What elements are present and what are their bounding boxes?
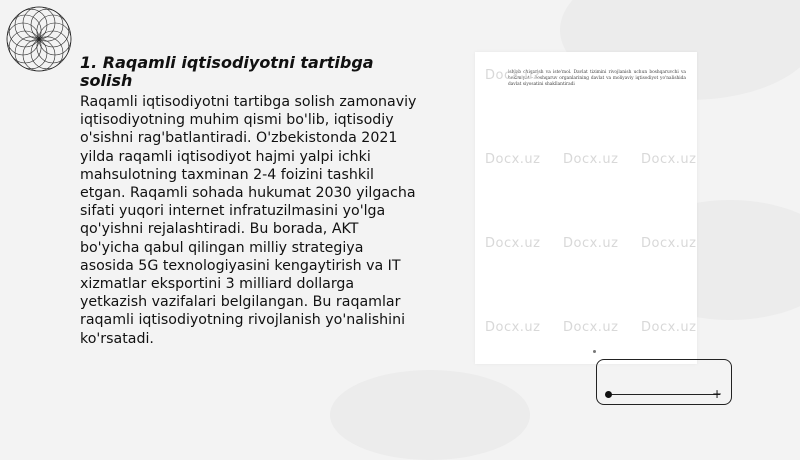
cursor-mark	[593, 350, 596, 353]
watermark-text: Docx.uz	[641, 236, 697, 251]
watermark-text: Docx.uz	[641, 152, 697, 167]
circular-line-ornament-icon	[4, 4, 74, 74]
watermark-text: Docx.uz	[563, 320, 619, 335]
section-heading: 1. Raqamli iqtisodiyotni tartibga solish	[80, 53, 374, 90]
zoom-slider-panel[interactable]	[596, 359, 732, 405]
watermark-text: Docx.uz	[485, 236, 541, 251]
document-preview-snippet: ishlab chiqarish va iste'mol. Davlat tizimini rivojlanish uchun boshqaruvchi va hokimiyat - boshqaruv organlarining davlat va moliyaviy iqtisodiyot yo'nalishida davlat siyosatini shakllantiradi	[508, 70, 686, 88]
watermark-text: Docx.uz	[641, 320, 697, 335]
watermark-text: Docx.uz	[485, 320, 541, 335]
zoom-slider-handle[interactable]	[605, 391, 612, 398]
watermark-text: Docx.uz	[485, 152, 541, 167]
watermark-text: Docx.uz	[485, 68, 541, 83]
zoom-plus-icon[interactable]: +	[711, 387, 723, 401]
section-body-text: Raqamli iqtisodiyotni tartibga solish zamonaviy iqtisodiyotning muhim qismi bo'lib, iqtisodiy o'sishni rag'batlantiradi. O'zbekistonda 2021 yilda raqamli iqtisodiyot hajmi yalpi ichki mahsulotning taxminan 2-4 foizini tashkil etgan. Raqamli sohada hukumat 2030 yilgacha sifati yuqori internet infratuzilmasini yo'lga qo'yishni rejalashtiradi. Bu borada, AKT bo'yicha qabul qilingan milliy strategiya asosida 5G texnologiyasini kengaytirish va IT xizmatlar eksportini 3 milliard dollarga yetkazish vazifalari belgilangan. Bu raqamlar raqamli iqtisodiyotning rivojlanish yo'nalishini ko'rsatadi.	[80, 94, 417, 347]
zoom-slider-track[interactable]	[608, 394, 720, 395]
watermark-text: Docx.uz	[563, 236, 619, 251]
document-preview-page	[475, 52, 697, 364]
watermark-text: Docx.uz	[563, 152, 619, 167]
background-blob	[330, 370, 530, 460]
